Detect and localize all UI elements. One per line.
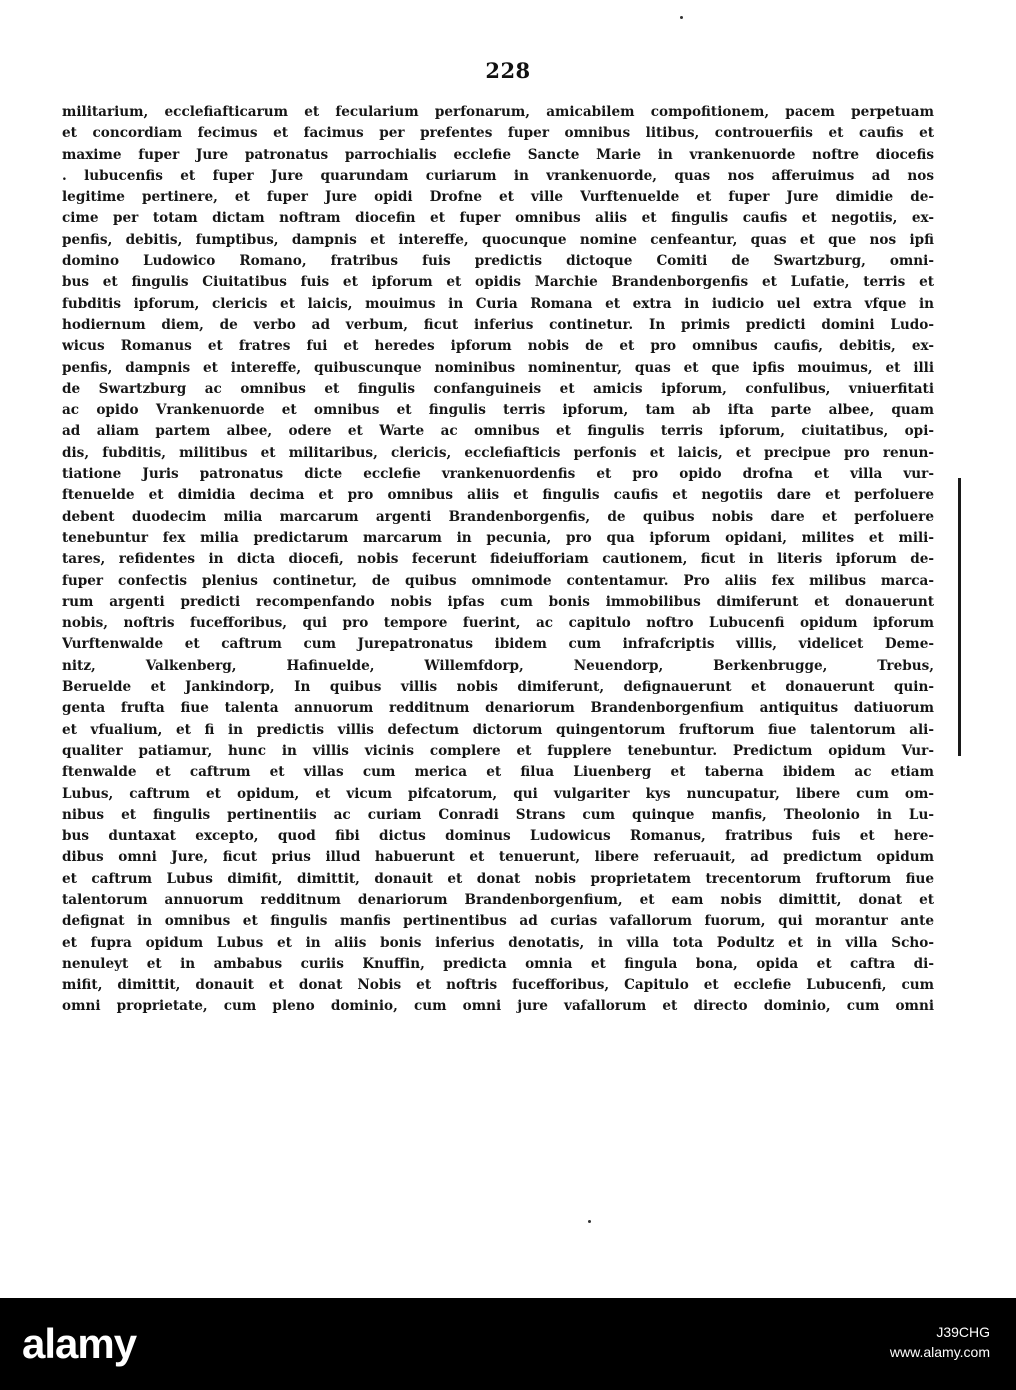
text-line: rum argenti predicti recompenfando nobis ipfas cum bonis immobilibus dimiferunt et donauerunt xyxy=(62,593,934,610)
text-line: ftenuelde et dimidia decima et pro omnibus aliis et fingulis caufis et negotiis dare et perfoluere xyxy=(62,487,934,504)
text-line: debent duodecim milia marcarum argenti Brandenborgenfis, de quibus nobis dare et perfoluere xyxy=(62,508,934,525)
text-line: et fupra opidum Lubus et in aliis bonis inferius denotatis, in villa tota Podultz et in villa Scho- xyxy=(62,934,934,951)
stock-footer xyxy=(0,1298,1016,1390)
text-line: tenebuntur fex milia predictarum marcarum in pecunia, pro qua ipforum opidani, milites et mili- xyxy=(62,529,934,546)
text-line: mifit, dimittit, donauit et donat Nobis et noftris fucefforibus, Capitulo et ecclefie Lubucenfi, cum xyxy=(62,977,934,994)
text-line: defignat in omnibus et fingulis manfis pertinentibus ad curias vafallorum fuorum, qui morantur ante xyxy=(62,913,934,930)
text-line: et vfualium, et fi in predictis villis defectum dictorum quingentorum fruftorum fiue talentorum ali- xyxy=(62,721,934,738)
text-line: bus duntaxat excepto, quod fibi dictus dominus Ludowicus Romanus, fratribus fuis et here- xyxy=(62,828,934,845)
text-line: ac opido Vrankenuorde et omnibus et fingulis terris ipforum, tam ab ifta parte albee, quam xyxy=(62,402,934,419)
text-line: et caftrum Lubus dimifit, dimittit, donauit et donat nobis proprietatem trecentorum fruftorum fiue xyxy=(62,870,934,887)
text-line: nibus et fingulis pertinentiis ac curiam Conradi Strans cum quinque manfis, Theolonio in Lu- xyxy=(62,806,934,823)
text-line: militarium, ecclefiafticarum et fecularium perfonarum, amicabilem compofitionem, pacem perpetuam xyxy=(62,104,934,120)
text-line: tares, refidentes in dicta diocefi, nobis fecerunt fideiufforiam cautionem, ficut in literis ipforum de- xyxy=(62,551,934,568)
text-line: nenuleyt et in ambabus curiis Knuffin, predicta omnia et fingula bona, opida et caftra di- xyxy=(62,955,934,972)
text-line: cime per totam dictam noftram diocefin et fuper omnibus aliis et fingulis caufis et negotiis, ex- xyxy=(62,210,934,227)
page-number: 228 xyxy=(485,58,531,83)
text-line: Lubus, caftrum et opidum, et vicum pifcatorum, qui vulgariter kys nuncupatur, libere cum om- xyxy=(62,785,934,802)
text-line: penfis, debitis, fumptibus, dampnis et intereffe, quocunque nomine cenfeantur, quas et que nos ipfi xyxy=(62,231,934,248)
text-line: wicus Romanus et fratres fui et heredes ipforum nobis de et pro omnibus caufis, debitis, ex- xyxy=(62,338,934,355)
speck xyxy=(588,1220,591,1223)
text-line: domino Ludowico Romano, fratribus fuis predictis dictoque Comiti de Swartzburg, omni- xyxy=(62,253,934,270)
text-line: dibus omni Jure, ficut prius illud habuerunt et tenuerunt, libere referuauit, ad predictum opidum xyxy=(62,849,934,866)
text-line: penfis, dampnis et intereffe, quibuscunque nominibus nominentur, quas et que ipfis mouimus, et illi xyxy=(62,359,934,376)
margin-marker xyxy=(958,478,961,756)
text-line: nobis, noftris fucefforibus, qui pro tempore fuerint, ac capitulo noftro Lubucenfi opidum ipforum xyxy=(62,615,934,632)
text-line: fubditis ipforum, clericis et laicis, mouimus in Curia Romana et extra in iudicio uel extra vfque in xyxy=(62,295,934,312)
text-line: fuper confectis plenius continetur, de quibus omnimode contentamur. Pro aliis fex milibus marca- xyxy=(62,572,934,589)
text-line: Vurftenwalde et caftrum cum Jurepatronatus ibidem cum infrafcriptis villis, videlicet Deme- xyxy=(62,636,934,653)
text-line: de Swartzburg ac omnibus et fingulis confanguineis et amicis ipforum, confulibus, vniuerfitati xyxy=(62,380,934,397)
text-line: tiatione Juris patronatus dicte ecclefie vrankenuordenfis et pro opido drofna et villa vur- xyxy=(62,466,934,483)
text-line: nitz, Valkenberg, Hafinuelde, Willemfdorp, Neuendorp, Berkenbrugge, Trebus, xyxy=(62,657,934,674)
text-line: genta frufta fiue talenta annuorum redditnum denariorum Brandenborgenfium antiquitus datiuorum xyxy=(62,700,934,717)
text-line: et concordiam fecimus et facimus per prefentes fuper omnibus litibus, controuerfiis et caufis et xyxy=(62,125,934,142)
text-line: hodiernum diem, de verbo ad verbum, ficut inferius continetur. In primis predicti domini Ludo- xyxy=(62,316,934,333)
text-line: omni proprietate, cum pleno dominio, cum omni jure vafallorum et directo dominio, cum omni xyxy=(62,998,934,1015)
text-line: ad aliam partem albee, odere et Warte ac omnibus et fingulis terris ipforum, ciuitatibus, opi- xyxy=(62,423,934,440)
text-line: dis, fubditis, militibus et militaribus, clericis, ecclefiafticis perfonis et laicis, et precipue pro renun- xyxy=(62,444,934,461)
alamy-logo[interactable]: alamy xyxy=(22,1320,137,1367)
stock-meta xyxy=(890,1322,990,1362)
stock-url[interactable]: www.alamy.com xyxy=(889,1344,990,1360)
text-line: legitime pertinere, et fuper Jure opidi Drofne et ville Vurftenuelde et fuper Jure dimidie de- xyxy=(62,189,934,206)
image-id: J39CHG xyxy=(936,1324,990,1340)
text-line: ftenwalde et caftrum et villas cum merica et filua Liuenberg et taberna ibidem ac etiam xyxy=(62,764,934,781)
text-line: talentorum annuorum redditnum denariorum Brandenborgenfium, et eam nobis dimittit, donat et xyxy=(62,891,934,908)
text-line: . lubucenfis et fuper Jure quarundam curiarum in vrankenuorde, quas nos afferuimus ad nos xyxy=(62,167,934,184)
text-line: qualiter patiamur, hunc in villis vicinis complere et fupplere tenebuntur. Predictum opidum Vur- xyxy=(62,742,934,759)
speck xyxy=(680,16,683,19)
text-line: maxime fuper Jure patronatus parrochialis ecclefie Sancte Marie in vrankenuorde noftre diocefis xyxy=(62,146,934,163)
text-line: bus et fingulis Ciuitatibus fuis et ipforum et opidis Marchie Brandenborgenfis et Lufatie, terris et xyxy=(62,274,934,291)
text-line: Beruelde et Jankindorp, In quibus villis nobis dimiferunt, defignauerunt et donauerunt quin- xyxy=(62,679,934,696)
body-text xyxy=(62,102,934,1018)
